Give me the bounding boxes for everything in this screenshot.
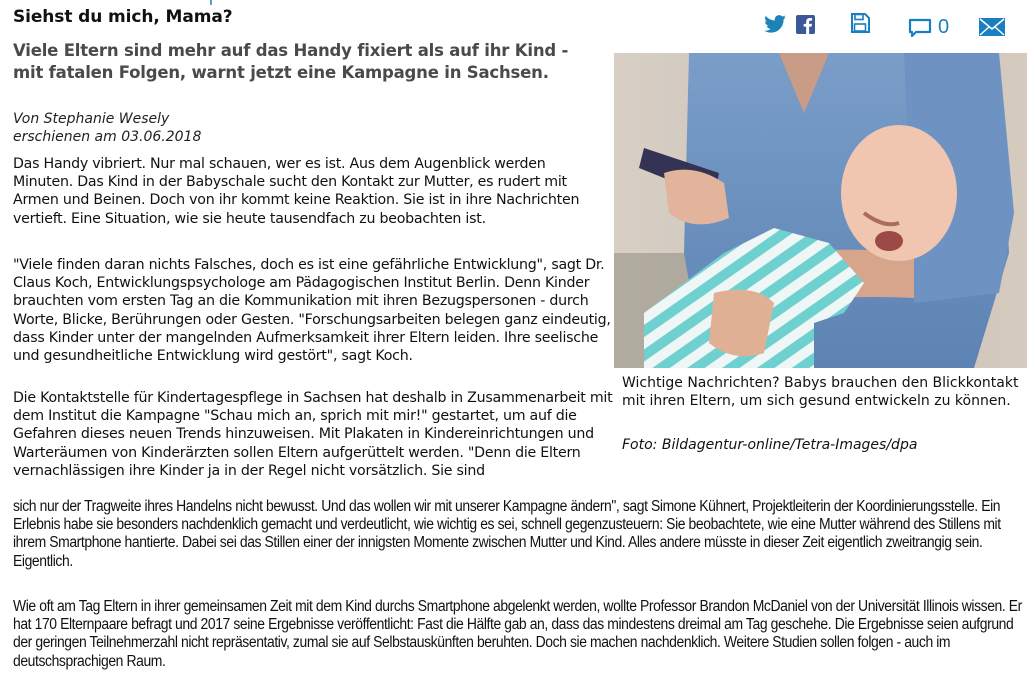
comment-icon[interactable]	[908, 18, 932, 42]
photo-credit: Foto: Bildagentur-online/Tetra-Images/dpa	[622, 437, 918, 453]
article-headline: Siehst du mich, Mama?	[13, 7, 233, 27]
photo-caption: Wichtige Nachrichten? Babys brauchen den Blickkontakt mit ihren Eltern, um sich gesund entwickeln zu können.	[622, 375, 1019, 409]
paragraph-2: "Viele finden daran nichts Falsches, doch es ist eine gefährliche Entwicklung", sagt Dr. Claus Koch, Entwicklungspsychologe am Pädagogischen Institut Berlin. Denn Kinder brauchten vom ersten Tag an die Kommunikation mit ihren Bezugspersonen - durch Worte, Blicke, Berührungen oder Gesten. "Forschungsarbeiten belegen ganz eindeutig, dass Kinder unter der mangelnden Aufmerksamkeit ihrer Eltern leiden. Ihre seelische und gesundheitliche Entwicklung wird gestört", sagt Koch.	[13, 257, 611, 365]
publish-date: erschienen am 03.06.2018	[13, 129, 202, 145]
paragraph-4: Wie oft am Tag Eltern in ihrer gemeinsamen Zeit mit dem Kind durchs Smartphone abgelenkt werden, wollte Professor Brandon McDaniel von der Universität Illinois wissen. Er hat 170 Elternpaare befragt und 2017 seine Ergebnisse veröffentlicht: Fast die Hälfte gab an, dass das mindestens dreimal am Tag geschehe. Die Ergebnisse seien aufgrund der geringen Teilnehmerzahl nicht repräsentativ, zumal sie auf Selbstauskünften beruhten. Doch sie machen nachdenklich. Weitere Studien sollen folgen - auch im deutschsprachigen Raum.	[13, 598, 1022, 670]
share-toolbar	[760, 10, 1020, 44]
byline	[13, 110, 201, 146]
photo-mother-phone-crying-baby	[614, 53, 1027, 368]
paragraph-3-continued: sich nur der Tragweite ihres Handelns nicht bewusst. Und das wollen wir mit unserer Kampagne ändern", sagt Simone Kühnert, Projektleiterin der Koordinierungsstelle. Ein Erlebnis habe sie besonders nachdenklich gemacht und verdeutlicht, wie wichtig es sei, schnell gegenzusteuern: Sie beobachtete, wie eine Mutter während des Stillens mit ihrem Smartphone hantierte. Dabei sei das Stillen einer der innigsten Momente zwischen Mutter und Kind. Alles andere müsste in dieser Zeit eigentlich zweitrangig sein. Eigentlich.	[13, 498, 1001, 570]
top-accent-line	[210, 0, 212, 5]
article-lead: Viele Eltern sind mehr auf das Handy fixiert als auf ihr Kind - mit fatalen Folgen, warnt jetzt eine Kampagne in Sachsen.	[13, 41, 569, 82]
paragraph-1: Das Handy vibriert. Nur mal schauen, wer es ist. Aus dem Augenblick werden Minuten. Das Kind in der Babyschale sucht den Kontakt zur Mutter, es rudert mit Armen und Beinen. Doch von ihr kommt keine Reaktion. Sie ist in ihre Nachrichten vertieft. Eine Situation, wie sie heute tausendfach zu beobachten ist.	[13, 156, 580, 227]
author: Von Stephanie Wesely	[13, 111, 170, 127]
comment-count[interactable]: 0	[938, 16, 950, 38]
mail-icon[interactable]	[979, 18, 1005, 40]
save-icon[interactable]	[850, 13, 870, 38]
article-photo[interactable]	[614, 53, 1027, 368]
paragraph-3: Die Kontaktstelle für Kindertagespflege in Sachsen hat deshalb in Zusammenarbeit mit dem Institut die Kampagne "Schau mich an, sprich mit mir!" gestartet, um auf die Gefahren dieses neuen Trends hinzuweisen. Mit Plakaten in Kindereinrichtungen und Warteräumen von Kinderärzten sollen Eltern aufgerüttelt werden. "Denn die Eltern vernachlässigen ihre Kinder ja in der Regel nicht vorsätzlich. Sie sind	[13, 390, 613, 479]
twitter-icon[interactable]	[764, 15, 786, 37]
facebook-icon[interactable]	[796, 15, 815, 38]
